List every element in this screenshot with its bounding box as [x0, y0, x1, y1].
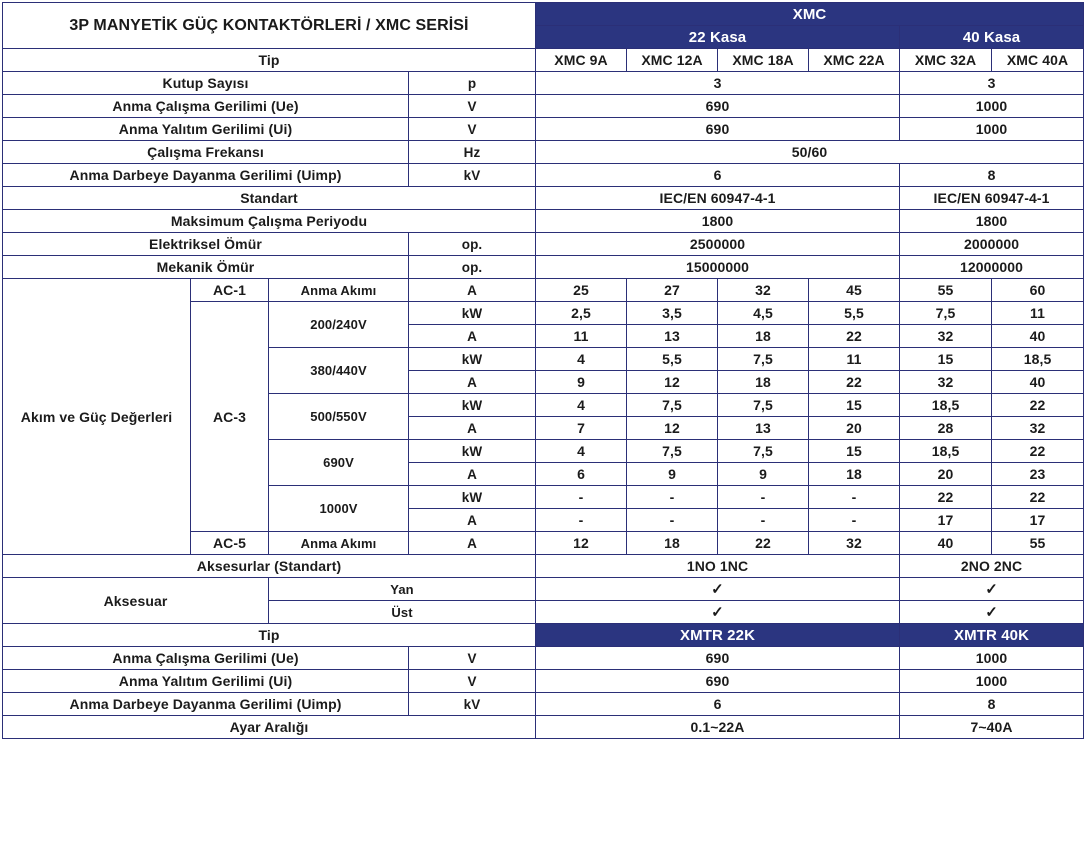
relay-unit: V [409, 647, 536, 670]
relay-value-22: 690 [536, 647, 900, 670]
row-unit: A [409, 325, 536, 348]
page-title: 3P MANYETİK GÜÇ KONTAKTÖRLERİ / XMC SERİSİ [3, 3, 536, 49]
cell-ac5-22a: 32 [809, 532, 900, 555]
spec-label: Anma Darbeye Dayanma Gerilimi (Uimp) [3, 164, 409, 187]
spec-row-mechanical-life [3, 256, 1084, 279]
accessories-standard-row [3, 555, 1084, 578]
spec-label: Maksimum Çalışma Periyodu [3, 210, 536, 233]
cell-40a: 23 [992, 463, 1084, 486]
accessories-standard-22: 1NO 1NC [536, 555, 900, 578]
cell-18a: 7,5 [718, 348, 809, 371]
row-label-690v: 690V [269, 440, 409, 486]
relay-label: Anma Çalışma Gerilimi (Ue) [3, 647, 409, 670]
cell-18a: - [718, 486, 809, 509]
brand-header: XMC [536, 3, 1084, 26]
spec-value-22: 690 [536, 118, 900, 141]
cell-18a: 7,5 [718, 394, 809, 417]
cell-32a: 22 [900, 486, 992, 509]
relay-value-40: 1000 [900, 647, 1084, 670]
row-label-anma-akimi: Anma Akımı [269, 279, 409, 302]
cell-12a: 13 [627, 325, 718, 348]
spec-value-22: 3 [536, 72, 900, 95]
cell-12a: 7,5 [627, 440, 718, 463]
spec-row-standard [3, 187, 1084, 210]
spec-value-22: 1800 [536, 210, 900, 233]
case-header-22: 22 Kasa [536, 26, 900, 49]
spec-label: Çalışma Frekansı [3, 141, 409, 164]
relay-type-label: Tip [3, 624, 536, 647]
spec-value-all: 50/60 [536, 141, 1084, 164]
cell-9a: 4 [536, 394, 627, 417]
cell-18a: 9 [718, 463, 809, 486]
spec-value-40: 1800 [900, 210, 1084, 233]
cell-32a: 17 [900, 509, 992, 532]
model-xmc-18a: XMC 18A [718, 49, 809, 72]
table-header-row-models [3, 49, 1084, 72]
cell-ac1-9a: 25 [536, 279, 627, 302]
cell-18a: 7,5 [718, 440, 809, 463]
relay-value-22: 690 [536, 670, 900, 693]
cell-32a: 20 [900, 463, 992, 486]
cell-40a: 22 [992, 440, 1084, 463]
accessories-standard-label: Aksesurlar (Standart) [3, 555, 536, 578]
spec-value-40: 8 [900, 164, 1084, 187]
spec-row-electrical-life [3, 233, 1084, 256]
cell-32a: 18,5 [900, 394, 992, 417]
relay-type-22: XMTR 22K [536, 624, 900, 647]
cell-22a: - [809, 509, 900, 532]
spec-unit: p [409, 72, 536, 95]
cell-22a: 20 [809, 417, 900, 440]
relay-row-impulse-withstand-voltage [3, 693, 1084, 716]
spec-value-40: 1000 [900, 95, 1084, 118]
cell-40a: 22 [992, 486, 1084, 509]
row-unit: A [409, 509, 536, 532]
relay-label: Ayar Aralığı [3, 716, 536, 739]
cell-9a: 9 [536, 371, 627, 394]
cell-ac5-18a: 22 [718, 532, 809, 555]
cell-ac1-32a: 55 [900, 279, 992, 302]
row-unit: kW [409, 394, 536, 417]
row-label-380-440v: 380/440V [269, 348, 409, 394]
cell-32a: 32 [900, 325, 992, 348]
model-xmc-22a: XMC 22A [809, 49, 900, 72]
spec-unit: op. [409, 233, 536, 256]
row-unit: A [409, 371, 536, 394]
table-header-row-brand [3, 3, 1084, 26]
cell-9a: 7 [536, 417, 627, 440]
spec-value-22: IEC/EN 60947-4-1 [536, 187, 900, 210]
cell-40a: 17 [992, 509, 1084, 532]
relay-row-setting-range [3, 716, 1084, 739]
case-header-40: 40 Kasa [900, 26, 1084, 49]
cell-22a: 15 [809, 440, 900, 463]
spec-label: Anma Çalışma Gerilimi (Ue) [3, 95, 409, 118]
row-unit: kW [409, 440, 536, 463]
row-label-500-550v: 500/550V [269, 394, 409, 440]
cell-12a: 9 [627, 463, 718, 486]
group-ac5: AC-5 [191, 532, 269, 555]
row-unit: A [409, 532, 536, 555]
spec-label: Kutup Sayısı [3, 72, 409, 95]
spec-row-pole-count [3, 72, 1084, 95]
spec-row-operating-frequency [3, 141, 1084, 164]
spec-unit: V [409, 95, 536, 118]
row-unit: kW [409, 302, 536, 325]
cell-9a: - [536, 509, 627, 532]
relay-value-40: 1000 [900, 670, 1084, 693]
row-unit: kW [409, 348, 536, 371]
cell-12a: 12 [627, 371, 718, 394]
accessories-side-40: ✓ [900, 578, 1084, 601]
row-label-tip: Tip [3, 49, 536, 72]
cell-22a: 22 [809, 371, 900, 394]
cell-12a: 7,5 [627, 394, 718, 417]
power-block-label: Akım ve Güç Değerleri [3, 279, 191, 555]
cell-12a: 3,5 [627, 302, 718, 325]
accessories-top-40: ✓ [900, 601, 1084, 624]
row-unit: A [409, 279, 536, 302]
accessories-side-22: ✓ [536, 578, 900, 601]
spec-label: Standart [3, 187, 536, 210]
cell-ac5-40a: 55 [992, 532, 1084, 555]
spec-row-impulse-withstand-voltage [3, 164, 1084, 187]
spec-value-40: 2000000 [900, 233, 1084, 256]
relay-value-22: 0.1~22A [536, 716, 900, 739]
accessories-side-label: Yan [269, 578, 536, 601]
spec-row-rated-operating-voltage [3, 95, 1084, 118]
spec-value-40: 3 [900, 72, 1084, 95]
cell-18a: 18 [718, 371, 809, 394]
accessories-side-row [3, 578, 1084, 601]
spec-row-rated-insulation-voltage [3, 118, 1084, 141]
cell-40a: 40 [992, 371, 1084, 394]
model-xmc-40a: XMC 40A [992, 49, 1084, 72]
accessories-top-22: ✓ [536, 601, 900, 624]
group-ac1: AC-1 [191, 279, 269, 302]
power-row-ac1-rated-current [3, 279, 1084, 302]
spec-value-40: IEC/EN 60947-4-1 [900, 187, 1084, 210]
cell-18a: 18 [718, 325, 809, 348]
relay-row-rated-insulation-voltage [3, 670, 1084, 693]
row-label-anma-akimi-ac5: Anma Akımı [269, 532, 409, 555]
relay-label: Anma Darbeye Dayanma Gerilimi (Uimp) [3, 693, 409, 716]
cell-9a: 11 [536, 325, 627, 348]
specification-table [2, 2, 1084, 739]
cell-12a: - [627, 509, 718, 532]
model-xmc-9a: XMC 9A [536, 49, 627, 72]
relay-unit: kV [409, 693, 536, 716]
cell-12a: 5,5 [627, 348, 718, 371]
cell-18a: 4,5 [718, 302, 809, 325]
cell-22a: 15 [809, 394, 900, 417]
spec-value-22: 6 [536, 164, 900, 187]
spec-label: Anma Yalıtım Gerilimi (Ui) [3, 118, 409, 141]
row-label-200-240v: 200/240V [269, 302, 409, 348]
spec-unit: kV [409, 164, 536, 187]
relay-label: Anma Yalıtım Gerilimi (Ui) [3, 670, 409, 693]
accessories-group-label: Aksesuar [3, 578, 269, 624]
relay-row-rated-operating-voltage [3, 647, 1084, 670]
model-xmc-32a: XMC 32A [900, 49, 992, 72]
cell-40a: 32 [992, 417, 1084, 440]
cell-9a: 2,5 [536, 302, 627, 325]
accessories-standard-40: 2NO 2NC [900, 555, 1084, 578]
spec-value-22: 15000000 [536, 256, 900, 279]
relay-type-row [3, 624, 1084, 647]
relay-value-22: 6 [536, 693, 900, 716]
spec-value-40: 12000000 [900, 256, 1084, 279]
cell-32a: 15 [900, 348, 992, 371]
spec-sheet [0, 2, 1085, 860]
cell-40a: 11 [992, 302, 1084, 325]
cell-9a: 4 [536, 440, 627, 463]
cell-ac1-22a: 45 [809, 279, 900, 302]
cell-9a: - [536, 486, 627, 509]
cell-22a: - [809, 486, 900, 509]
group-ac3: AC-3 [191, 302, 269, 532]
cell-32a: 32 [900, 371, 992, 394]
spec-value-40: 1000 [900, 118, 1084, 141]
cell-ac1-12a: 27 [627, 279, 718, 302]
row-unit: kW [409, 486, 536, 509]
relay-value-40: 8 [900, 693, 1084, 716]
spec-value-22: 2500000 [536, 233, 900, 256]
cell-22a: 18 [809, 463, 900, 486]
cell-32a: 18,5 [900, 440, 992, 463]
relay-type-40: XMTR 40K [900, 624, 1084, 647]
spec-value-22: 690 [536, 95, 900, 118]
cell-22a: 22 [809, 325, 900, 348]
relay-value-40: 7~40A [900, 716, 1084, 739]
spec-label: Elektriksel Ömür [3, 233, 409, 256]
row-unit: A [409, 417, 536, 440]
cell-12a: 12 [627, 417, 718, 440]
cell-ac5-9a: 12 [536, 532, 627, 555]
cell-22a: 5,5 [809, 302, 900, 325]
cell-ac5-12a: 18 [627, 532, 718, 555]
spec-row-max-operating-cycle [3, 210, 1084, 233]
model-xmc-12a: XMC 12A [627, 49, 718, 72]
cell-ac1-40a: 60 [992, 279, 1084, 302]
accessories-top-label: Üst [269, 601, 536, 624]
spec-unit: V [409, 118, 536, 141]
cell-18a: - [718, 509, 809, 532]
cell-12a: - [627, 486, 718, 509]
cell-22a: 11 [809, 348, 900, 371]
cell-ac5-32a: 40 [900, 532, 992, 555]
spec-unit: Hz [409, 141, 536, 164]
cell-9a: 6 [536, 463, 627, 486]
cell-18a: 13 [718, 417, 809, 440]
cell-40a: 22 [992, 394, 1084, 417]
row-label-1000v: 1000V [269, 486, 409, 532]
cell-ac1-18a: 32 [718, 279, 809, 302]
cell-40a: 18,5 [992, 348, 1084, 371]
cell-32a: 28 [900, 417, 992, 440]
relay-unit: V [409, 670, 536, 693]
cell-40a: 40 [992, 325, 1084, 348]
cell-9a: 4 [536, 348, 627, 371]
spec-unit: op. [409, 256, 536, 279]
cell-32a: 7,5 [900, 302, 992, 325]
row-unit: A [409, 463, 536, 486]
spec-label: Mekanik Ömür [3, 256, 409, 279]
